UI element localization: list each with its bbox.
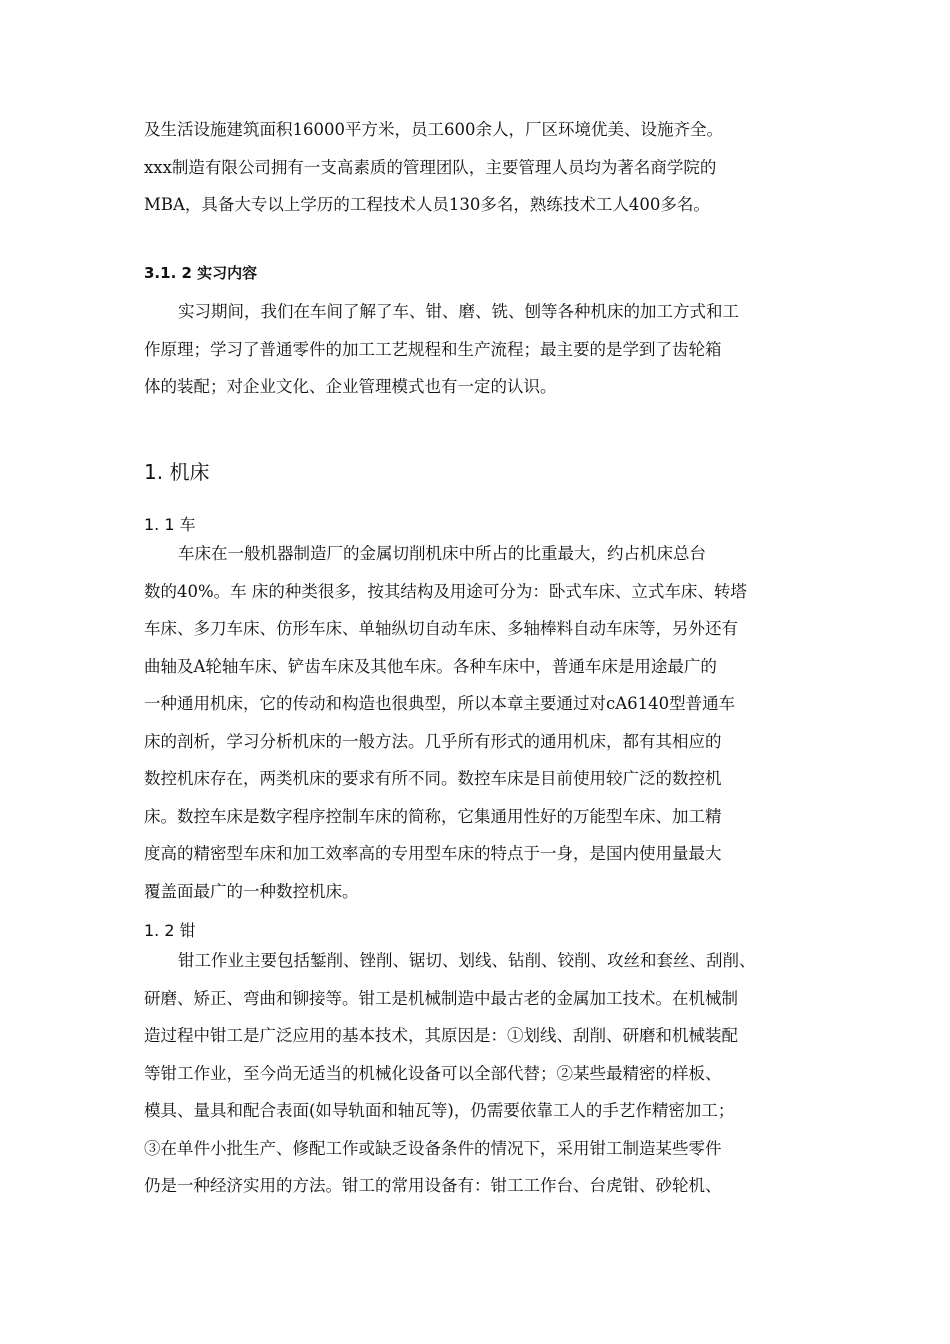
- paragraph-line: 作原理；学习了普通零件的加工工艺规程和生产流程；最主要的是学到了齿轮箱: [144, 339, 722, 359]
- section-heading-machine-tools: 1. 机床: [144, 460, 210, 484]
- paragraph-line: 床。数控车床是数字程序控制车床的简称，它集通用性好的万能型车床、加工精: [144, 806, 722, 826]
- paragraph-line: 数的40%。车 床的种类很多，按其结构及用途可分为：卧式车床、立式车床、转塔: [144, 581, 747, 601]
- paragraph-line: 车床、多刀车床、仿形车床、单轴纵切自动车床、多轴棒料自动车床等，另外还有: [144, 619, 738, 638]
- paragraph-line: 一种通用机床，它的传动和构造也很典型，所以本章主要通过对cA6140型普通车: [144, 694, 736, 713]
- fitter-paragraph: [144, 942, 812, 1205]
- paragraph-line: 数控机床存在，两类机床的要求有所不同。数控车床是目前使用较广泛的数控机: [144, 769, 722, 788]
- paragraph-line: 研磨、矫正、弯曲和铆接等。钳工是机械制造中最古老的金属加工技术。在机械制: [144, 988, 738, 1008]
- paragraph-line: 钳工作业主要包括錾削、锉削、锯切、划线、钻削、铰削、攻丝和套丝、刮削、: [178, 951, 756, 970]
- paragraph-line: 度高的精密型车床和加工效率高的专用型车床的特点于一身，是国内使用量最大: [144, 844, 722, 863]
- internship-content-paragraph: [144, 293, 812, 406]
- intro-paragraph: [144, 111, 812, 224]
- paragraph-line: MBA，具备大专以上学历的工程技术人员130多名，熟练技术工人400多名。: [144, 195, 710, 214]
- paragraph-line: 模具、量具和配合表面(如导轨面和轴瓦等)，仍需要依靠工人的手艺作精密加工；: [144, 1101, 735, 1120]
- section-heading-lathe: 1. 1 车: [144, 515, 196, 534]
- paragraph-line: 及生活设施建筑面积16000平方米，员工600余人，厂区环境优美、设施齐全。: [144, 120, 723, 139]
- paragraph-line: 仍是一种经济实用的方法。钳工的常用设备有：钳工工作台、台虎钳、砂轮机、: [144, 1176, 722, 1195]
- paragraph-line: 体的装配；对企业文化、企业管理模式也有一定的认识。: [144, 377, 557, 396]
- paragraph-line: ③在单件小批生产、修配工作或缺乏设备条件的情况下，采用钳工制造某些零件: [144, 1138, 722, 1158]
- paragraph-line: 曲轴及A轮轴车床、铲齿车床及其他车床。各种车床中，普通车床是用途最广的: [144, 656, 717, 676]
- paragraph-line: 等钳工作业，至今尚无适当的机械化设备可以全部代替；②某些最精密的样板、: [144, 1063, 722, 1083]
- section-heading-3-1-2: 3.1. 2 实习内容: [144, 264, 258, 282]
- lathe-paragraph: [144, 535, 812, 910]
- paragraph-line: 实习期间，我们在车间了解了车、钳、磨、铣、刨等各种机床的加工方式和工: [178, 302, 739, 321]
- paragraph-line: 造过程中钳工是广泛应用的基本技术，其原因是：①划线、刮削、研磨和机械装配: [144, 1026, 738, 1045]
- paragraph-line: 车床在一般机器制造厂的金属切削机床中所占的比重最大，约占机床总台: [178, 544, 706, 563]
- paragraph-line: xxx制造有限公司拥有一支高素质的管理团队，主要管理人员均为著名商学院的: [144, 157, 717, 177]
- section-heading-fitter: 1. 2 钳: [144, 921, 196, 940]
- paragraph-line: 覆盖面最广的一种数控机床。: [144, 881, 359, 901]
- paragraph-line: 床的剖析，学习分析机床的一般方法。几乎所有形式的通用机床，都有其相应的: [144, 731, 722, 751]
